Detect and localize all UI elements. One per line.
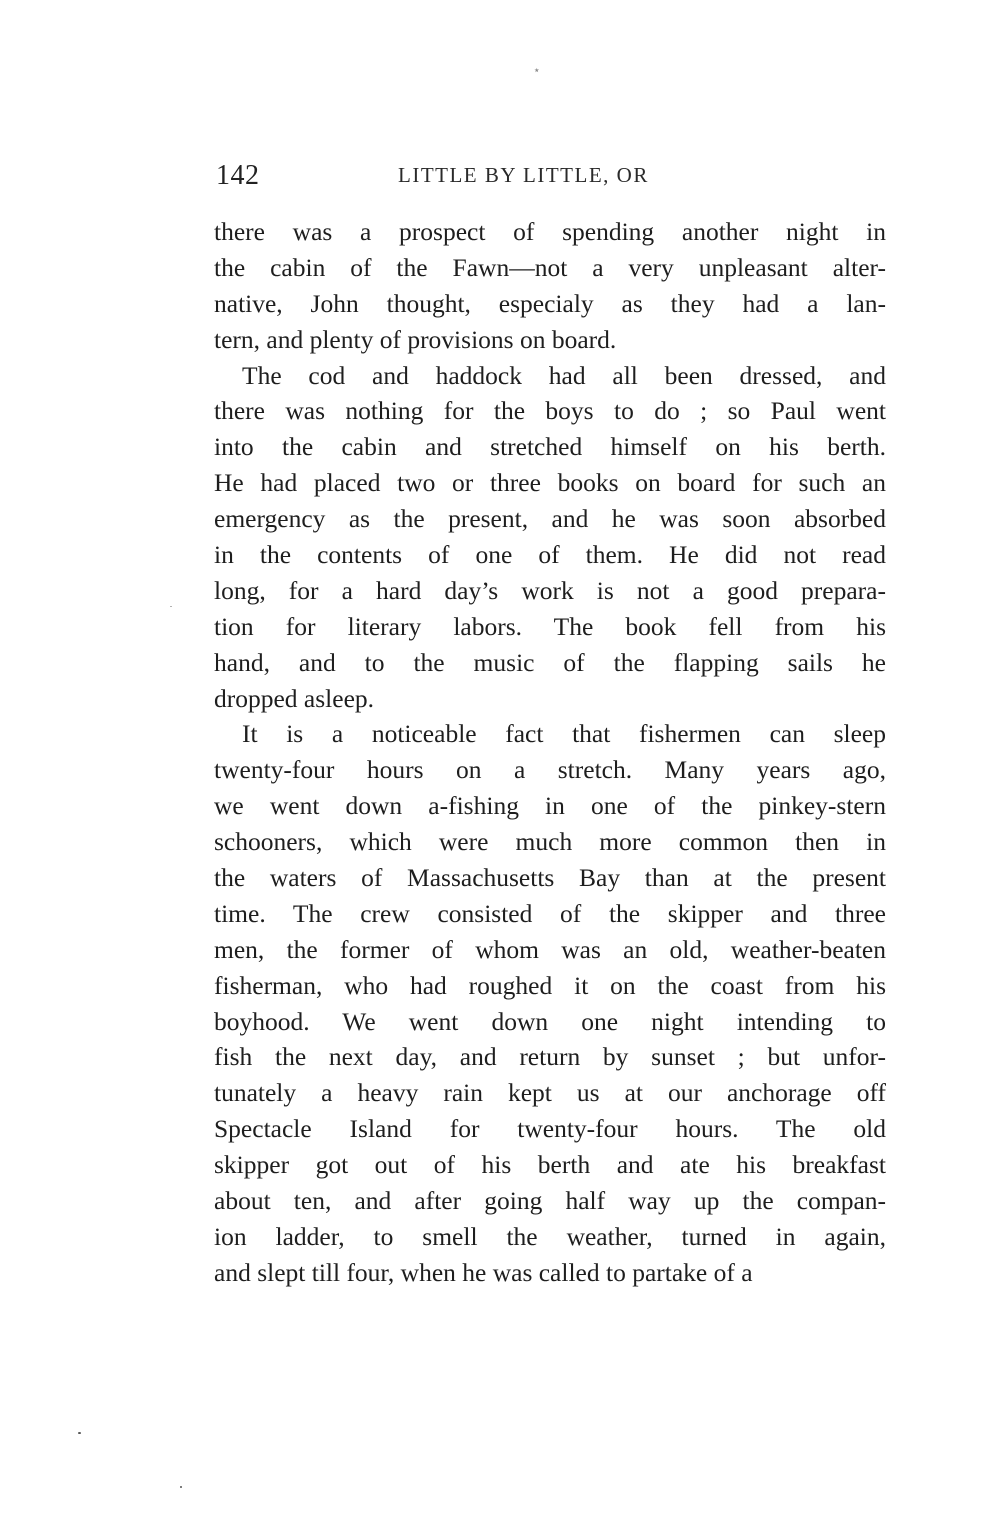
text-line: in the contents of one of them. He did not read: [214, 540, 886, 570]
paragraph: [214, 358, 886, 717]
text-line: about ten, and after going half way up the compan-: [214, 1186, 886, 1216]
paper-speck: [170, 606, 172, 607]
text-line: the cabin of the Fawn—not a very unpleasant alter-: [214, 252, 886, 282]
paper-speck: [78, 1432, 81, 1434]
text-line: there was nothing for the boys to do ; so Paul went: [214, 396, 886, 426]
text-line: twenty-four hours on a stretch. Many years ago,: [214, 755, 886, 785]
ink-smudge: ⋆: [533, 63, 541, 77]
text-line: long, for a hard day’s work is not a good prepara-: [214, 575, 886, 605]
text-line: men, the former of whom was an old, weather-beaten: [214, 934, 886, 964]
text-line: and slept till four, when he was called to partake of a: [214, 1257, 753, 1287]
text-line: tion for literary labors. The book fell from his: [214, 611, 886, 641]
text-line: skipper got out of his berth and ate his breakfast: [214, 1150, 886, 1180]
text-line: He had placed two or three books on board for such an: [214, 468, 886, 498]
text-line: The cod and haddock had all been dressed, and: [242, 360, 886, 390]
text-line: the waters of Massachusetts Bay than at the present: [214, 863, 886, 893]
text-line: there was a prospect of spending another night in: [214, 217, 886, 246]
text-line: we went down a-fishing in one of the pinkey-stern: [214, 791, 886, 821]
page-number: 142: [216, 160, 260, 191]
text-line: tunately a heavy rain kept us at our anchorage off: [214, 1078, 886, 1108]
text-line: Spectacle Island for twenty-four hours. The old: [214, 1114, 886, 1144]
paper-speck: [180, 1486, 182, 1488]
text-line: into the cabin and stretched himself on his berth.: [214, 432, 886, 462]
text-line: boyhood. We went down one night intending to: [214, 1006, 886, 1036]
page-header: [216, 160, 886, 196]
text-line: emergency as the present, and he was soon absorbed: [214, 504, 886, 534]
text-line: tern, and plenty of provisions on board.: [214, 324, 617, 354]
text-line: schooners, which were much more common then in: [214, 827, 886, 857]
running-head: LITTLE BY LITTLE, OR: [398, 163, 649, 187]
text-line: hand, and to the music of the flapping sails he: [214, 647, 886, 677]
text-line: time. The crew consisted of the skipper and three: [214, 898, 886, 928]
text-line: fish the next day, and return by sunset ; but unfor-: [214, 1042, 886, 1072]
text-line: dropped asleep.: [214, 683, 375, 713]
paragraph: [214, 716, 886, 1290]
text-line: ion ladder, to smell the weather, turned in again,: [214, 1221, 886, 1251]
text-line: fisherman, who had roughed it on the coast from his: [214, 970, 886, 1000]
text-line: It is a noticeable fact that fishermen can sleep: [242, 719, 886, 749]
body-text: [214, 214, 886, 1291]
text-line: native, John thought, especialy as they had a lan-: [214, 288, 886, 318]
paragraph: [214, 214, 886, 358]
